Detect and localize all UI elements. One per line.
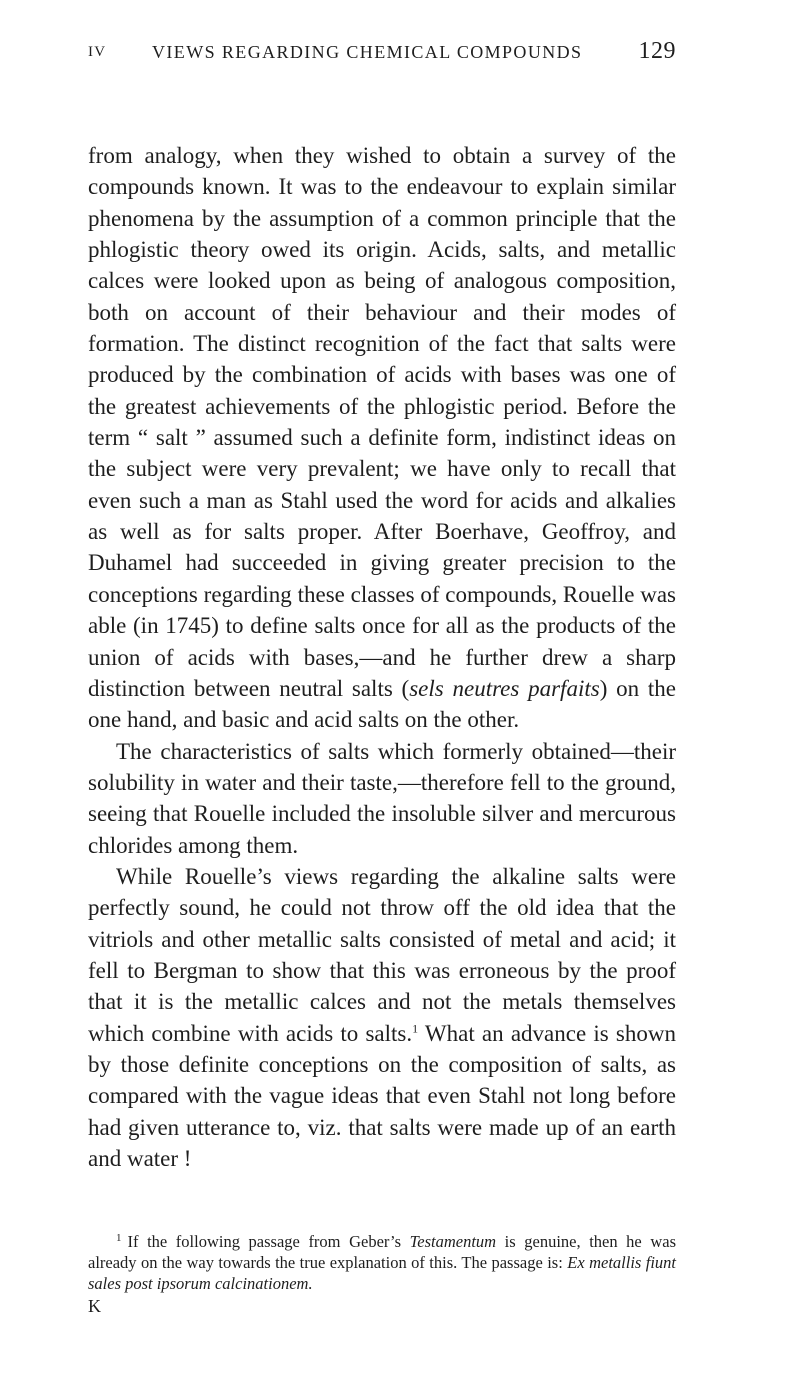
paragraph-3-end: What an advance is shown by those definite conceptions on the composition of salts, as compared with the vague ideas that even Stahl not long before had given utterance to, viz. that salts were made up of an earth and water ! xyxy=(88,1020,676,1171)
footnote-text xyxy=(88,1231,676,1294)
footnote-text-a: If the following passage from Geber’s xyxy=(127,1232,410,1251)
paragraph-1-italic: sels neutres parfaits xyxy=(409,675,600,701)
signature-mark: K xyxy=(88,1296,102,1316)
chapter-number: IV xyxy=(88,44,107,60)
running-title: VIEWS REGARDING CHEMICAL COMPOUNDS xyxy=(152,42,583,62)
paragraph-1-text: from analogy, when they wished to obtain a survey of the compounds known. It was to the endeavour to explain similar phenomena by the assumption of a common principle that the phlogistic theory owed its origin. Acids, salts, and metallic calces were looked upon as being of analogous composition, both on account of their behaviour and their modes of formation. The distinct recognition of the fact that salts were produced by the combination of acids with bases was one of the greatest achievements of the phlogistic period. Before the term “ salt ” assumed such a definite form, indistinct ideas on the subject were very prevalent; we have only to recall that even such a man as Stahl used the word for acids and alkalies as well as for salts proper. After Boerhave, Geoffroy, and Duhamel had succeeded in giving greater precision to the conceptions regarding these classes of compounds, Rouelle was able (in 1745) to define salts once for all as the products of the union of acids with bases,—and he further drew a sharp distinction between neutral salts ( xyxy=(88,143,676,701)
footnote-latin-quote: Ex metallis fiunt sales post ipsorum calcinationem. xyxy=(88,1253,677,1293)
paragraph-1 xyxy=(88,140,676,736)
paragraph-2: The characteristics of salts which formerly obtained—their solubility in water and their taste,—therefore fell to the ground, seeing that Rouelle included the insoluble silver and mercurous chlorides among them. xyxy=(88,738,676,858)
page-number: 129 xyxy=(638,38,676,64)
paragraph-3 xyxy=(88,861,676,1174)
paragraph-3-text: While Rouelle’s views regarding the alkaline salts were perfectly sound, he could not throw off the old idea that the vitriols and other metallic salts consisted of metal and acid; it fell to Bergman to show that this was erroneous by the proof that it is the metallic calces and not the metals themselves which combine with acids to salts. xyxy=(88,863,676,1046)
footnote-italic-title: Testamentum xyxy=(409,1232,497,1251)
footnote xyxy=(88,1231,676,1294)
footnote-reference[interactable]: 1 xyxy=(412,1020,419,1035)
running-head xyxy=(88,38,676,68)
body-text xyxy=(88,140,676,1174)
footnote-text-b: is genuine, then he was already on the way towards the true explanation of this. The passage is: xyxy=(88,1232,676,1272)
footnote-mark: 1 xyxy=(116,1231,122,1244)
paragraph-1-end: ) on the one hand, and basic and acid salts on the other. xyxy=(88,675,676,733)
